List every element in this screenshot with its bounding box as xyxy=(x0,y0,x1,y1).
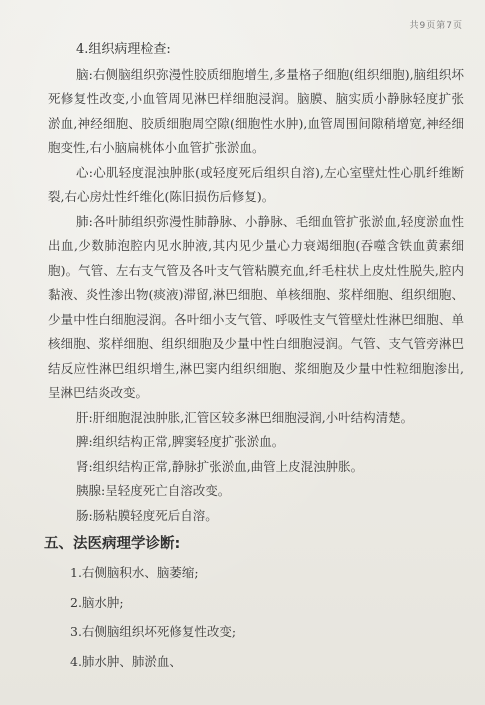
organ-label: 胰腺: xyxy=(76,483,106,498)
organ-finding: 组织结构正常,脾窦轻度扩张淤血。 xyxy=(92,434,285,449)
organ-label: 肠: xyxy=(76,507,93,523)
organ-paragraph-liver xyxy=(48,406,464,431)
organ-label: 肺: xyxy=(76,213,93,229)
organ-finding: 右侧脑组织弥漫性胶质细胞增生,多量格子细胞(组织细胞),脑组织坏死修复性改变,小血管周见淋巴样细胞浸润。脑膜、脑实质小静脉轻度扩张淤血,神经细胞、胶质细胞周空隙(细胞性水肿),血管周围间隙稍增宽,神经细胞变性,右小脑扁桃体小血管扩张淤血。 xyxy=(48,66,464,155)
organ-paragraph-spleen xyxy=(48,430,464,455)
organ-label: 脑: xyxy=(76,66,93,82)
diagnosis-item: 2.脑水肿; xyxy=(70,594,124,610)
organ-paragraph-heart xyxy=(48,161,464,210)
organ-finding: 肠粘膜轻度死后自溶。 xyxy=(92,507,218,523)
diagnosis-item: 1.右侧脑积水、脑萎缩; xyxy=(70,565,199,580)
organ-paragraph-brain xyxy=(48,63,464,161)
page-number: 共9页第7页 xyxy=(409,21,463,31)
organ-finding: 各叶肺组织弥漫性肺静脉、小静脉、毛细血管扩张淤血,轻度淤血性出血,少数肺泡腔内见水肿液,其内见少量心力衰竭细胞(吞噬含铁血黄素细胞)。气管、左右支气管及各叶支气管粘膜充血,纤毛柱状上皮灶性脱失,腔内黏液、炎性渗出物(痰液)滞留,淋巴细胞、单核细胞、浆样细胞、组织细胞、少量中性白细胞浸润。各叶细小支气管、呼吸性支气管壁灶性淋巴细胞、单核细胞、浆样细胞、组织细胞及少量中性白细胞浸润。气管、支气管旁淋巴结反应性淋巴组织增生,淋巴窦内组织细胞、浆细胞及少量中性粒细胞渗出,呈淋巴结炎改变。 xyxy=(48,213,464,400)
diagnosis-item: 4.肺水肿、肺淤血、 xyxy=(70,653,182,669)
organ-finding: 呈轻度死亡自溶改变。 xyxy=(105,483,231,498)
organ-label: 肝: xyxy=(76,409,93,425)
section-heading-diagnosis: 五、法医病理学诊断: xyxy=(44,536,181,552)
organ-label: 肾: xyxy=(76,458,93,474)
histopathology-subheading: 4.组织病理检查: xyxy=(76,42,171,57)
organ-label: 脾: xyxy=(76,434,93,449)
organ-paragraph-intestine xyxy=(48,504,464,529)
organ-finding: 心肌轻度混浊肿胀(或轻度死后组织自溶),左心室壁灶性心肌纤维断裂,右心房灶性纤维化(陈旧损伤后修复)。 xyxy=(48,164,465,204)
organ-label: 心: xyxy=(76,164,93,180)
diagnosis-item: 3.右侧脑组织坏死修复性改变; xyxy=(70,624,237,639)
organ-paragraph-kidney xyxy=(48,455,464,480)
organ-finding: 组织结构正常,静脉扩张淤血,曲管上皮混浊肿胀。 xyxy=(92,458,364,474)
report-body xyxy=(44,38,465,676)
organ-paragraph-lung xyxy=(48,210,464,406)
organ-paragraph-pancreas xyxy=(48,479,464,504)
diagnosis-list xyxy=(48,558,464,676)
organ-finding: 肝细胞混浊肿胀,汇管区较多淋巴细胞浸润,小叶结构清楚。 xyxy=(92,409,414,425)
